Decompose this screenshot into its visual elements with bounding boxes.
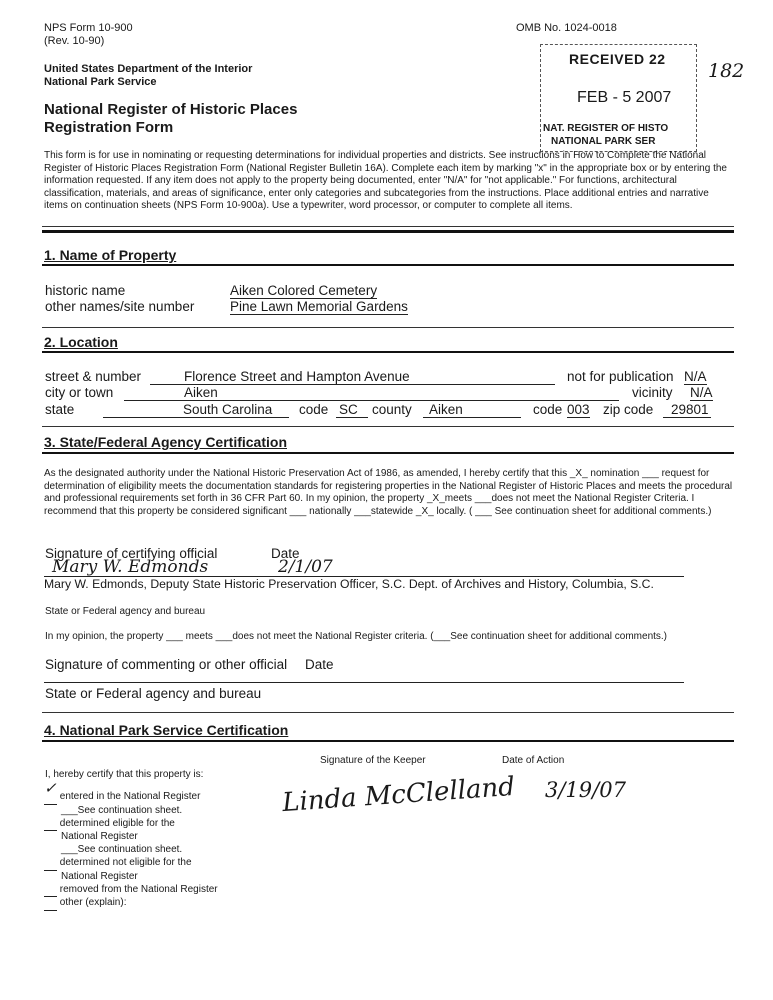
certifying-date-value: 2/1/07 xyxy=(278,557,333,577)
opinion-statement: In my opinion, the property ___ meets ___does not meet the National Register criteria. (___See continuation sheet for additional comments.) xyxy=(45,631,668,642)
option-not-eligible-label: determined not eligible for the xyxy=(59,856,192,868)
city-label: city or town xyxy=(45,385,114,400)
certifying-signature-label: Signature of certifying official xyxy=(45,546,218,561)
option-eligible xyxy=(44,818,218,857)
not-for-publication-value xyxy=(684,369,707,385)
omb-number: OMB No. 1024-0018 xyxy=(516,22,617,34)
section-3-heading: 3. State/Federal Agency Certification xyxy=(44,434,287,450)
keeper-signature: Linda McClelland xyxy=(281,771,516,819)
section-2-heading: 2. Location xyxy=(44,334,118,350)
option-removed-label: removed from the National Register xyxy=(59,883,218,895)
county-code-text: 003 xyxy=(567,402,590,417)
county-field xyxy=(423,402,521,418)
zip-label: zip code xyxy=(603,402,654,417)
option-eligible-label-2: National Register xyxy=(61,831,138,843)
historic-name-label: historic name xyxy=(45,283,126,298)
state-code-field xyxy=(336,402,368,418)
state-field xyxy=(103,402,289,418)
option-not-eligible-mark xyxy=(44,857,57,871)
checkmark-icon: ✓ xyxy=(44,779,57,797)
divider xyxy=(42,452,734,454)
county-value: Aiken xyxy=(429,402,463,417)
agency-line: National Park Service xyxy=(44,76,157,88)
divider xyxy=(42,230,734,233)
form-title: National Register of Historic Places xyxy=(44,101,298,118)
handwritten-reference-number: 182 xyxy=(708,60,745,82)
street-field xyxy=(150,369,555,385)
section-1-heading: 1. Name of Property xyxy=(44,247,177,263)
option-eligible-mark xyxy=(44,818,57,832)
state-value: South Carolina xyxy=(183,402,273,417)
divider xyxy=(42,712,734,713)
certifying-date-label: Date xyxy=(271,546,300,561)
agency-bureau-label-2: State or Federal agency and bureau xyxy=(45,686,262,701)
option-eligible-label: determined eligible for the xyxy=(59,817,175,829)
option-removed xyxy=(44,884,218,898)
option-removed-mark xyxy=(44,884,57,898)
county-code-value xyxy=(567,402,590,418)
certifying-signature: Mary W. Edmonds xyxy=(52,557,209,577)
stamp-date: FEB - 5 2007 xyxy=(577,89,672,106)
city-field xyxy=(124,385,619,401)
street-value: Florence Street and Hampton Avenue xyxy=(184,369,410,384)
keeper-signature-label: Signature of the Keeper xyxy=(320,755,426,766)
received-stamp xyxy=(540,44,697,152)
option-not-eligible xyxy=(44,857,218,884)
county-label: county xyxy=(372,402,412,417)
option-entered-continuation: ___See continuation sheet. xyxy=(61,804,183,816)
date-of-action-label: Date of Action xyxy=(502,755,565,766)
option-other-mark xyxy=(44,897,57,911)
county-code-label: code xyxy=(533,402,563,417)
not-for-publication-text: N/A xyxy=(684,369,707,384)
state-code-value: SC xyxy=(339,402,358,417)
city-value: Aiken xyxy=(184,385,218,400)
form-instructions: This form is for use in nominating or requesting determinations for individual properties and districts. See instructions in How to Complete the National Register of Historic Places Registration Form (National Register Bulletin 16A). Complete each item by marking "x" in the appropriate box or by entering the information requested. If any item does not apply to the property being documented, enter "N/A" for "not applicable." For functions, architectural classification, materials, and areas of significance, enter only categories and subcategories from the instructions. Place additional entries and narrative items on continuation sheets (NPS Form 10-900a). Use a typewriter, word processor, or computer to complete all items. xyxy=(44,150,727,212)
vicinity-label: vicinity xyxy=(632,385,673,400)
divider xyxy=(42,740,734,742)
certification-statement: As the designated authority under the National Historic Preservation Act of 1986, as amended, I hereby certify that this _X_ nomination ___ request for determination of eligibility meets the documentation standards for registering properties in the National Register of Historic Places and meets the procedural and professional requirements set forth in 36 CFR Part 60. In my opinion, the property _X_meets ___does not meet the National Register Criteria. I recommend that this property be considered significant ___ nationally ___statewide _X_ locally. ( ___ See continuation sheet for additional comments.) xyxy=(44,468,733,517)
form-number: NPS Form 10-900 xyxy=(44,22,133,34)
other-names-text: Pine Lawn Memorial Gardens xyxy=(230,299,408,314)
zip-field xyxy=(663,402,711,418)
section-4-heading: 4. National Park Service Certification xyxy=(44,722,289,738)
option-entered-mark xyxy=(44,779,57,805)
divider xyxy=(42,264,734,266)
zip-value: 29801 xyxy=(671,402,709,417)
divider xyxy=(42,426,734,427)
form-revision: (Rev. 10-90) xyxy=(44,35,105,47)
certifying-official-name: Mary W. Edmonds, Deputy State Historic Preservation Officer, S.C. Dept. of Archives and History, Columbia, S.C. xyxy=(44,577,654,591)
vicinity-text: N/A xyxy=(690,385,713,400)
street-label: street & number xyxy=(45,369,142,384)
form-subtitle: Registration Form xyxy=(44,119,174,136)
agency-bureau-label: State or Federal agency and bureau xyxy=(45,606,206,617)
keeper-options xyxy=(44,779,218,911)
option-other xyxy=(44,897,218,911)
stamp-register-line: NAT. REGISTER OF HISTO xyxy=(543,123,669,134)
divider xyxy=(42,226,734,227)
keeper-certify-text: I, hereby certify that this property is: xyxy=(45,769,204,780)
not-for-publication-label: not for publication xyxy=(567,369,674,384)
other-names-label: other names/site number xyxy=(45,299,195,314)
vicinity-value xyxy=(690,385,713,401)
commenting-date-label: Date xyxy=(305,657,334,672)
commenting-signature-label: Signature of commenting or other official xyxy=(45,657,288,672)
option-other-label: other (explain): xyxy=(59,897,127,909)
signature-line xyxy=(44,682,684,683)
state-label: state xyxy=(45,402,75,417)
option-eligible-continuation: ___See continuation sheet. xyxy=(61,844,183,856)
historic-name-text: Aiken Colored Cemetery xyxy=(230,283,378,298)
stamp-received-text: RECEIVED 22 xyxy=(569,51,666,67)
action-date-value: 3/19/07 xyxy=(545,778,626,802)
divider xyxy=(42,327,734,328)
department-line: United States Department of the Interior xyxy=(44,63,253,75)
divider xyxy=(42,351,734,353)
option-entered-label: entered in the National Register xyxy=(59,791,201,802)
other-names-value xyxy=(230,299,408,315)
stamp-park-service-line: NATIONAL PARK SER xyxy=(551,136,656,147)
historic-name-value xyxy=(230,283,377,299)
option-entered xyxy=(44,779,218,818)
state-code-label: code xyxy=(299,402,329,417)
option-not-eligible-label-2: National Register xyxy=(61,870,138,882)
